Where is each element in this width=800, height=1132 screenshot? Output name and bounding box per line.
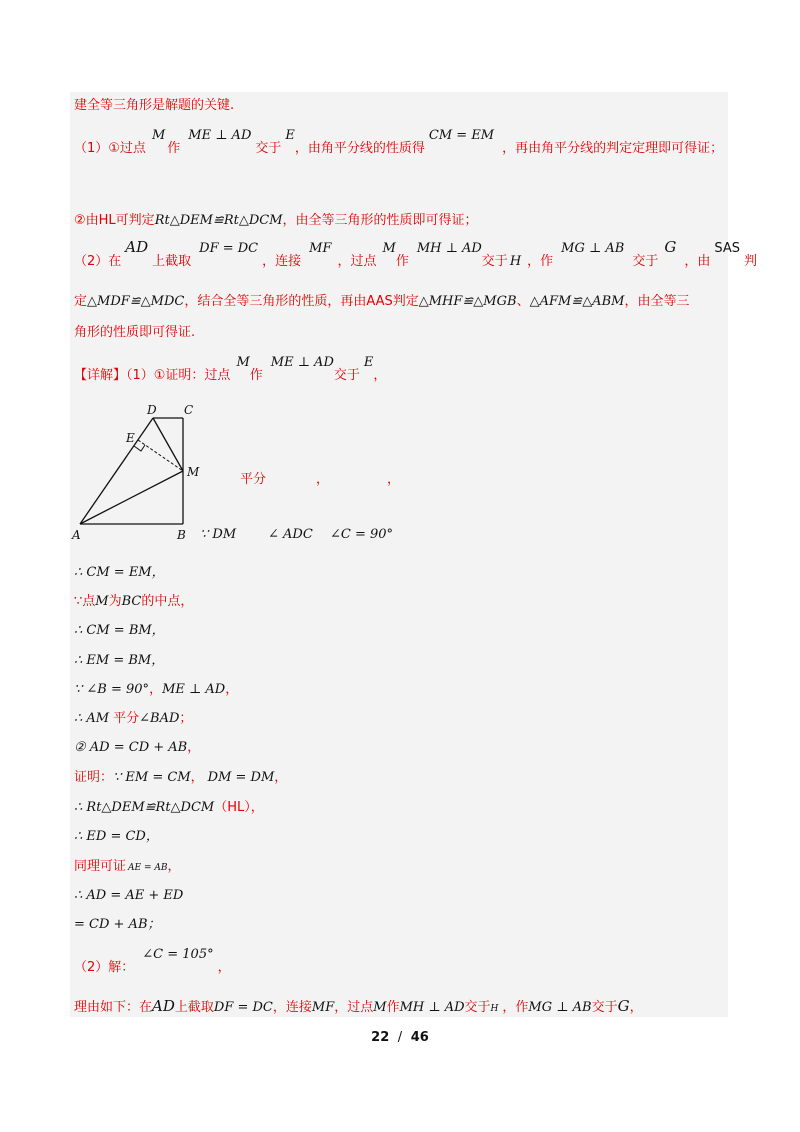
text-segment: 角形的性质即可得证.: [74, 325, 196, 340]
text-segment: ，作: [502, 1000, 529, 1015]
text-segment: ，: [387, 472, 401, 487]
math-var: M: [382, 241, 396, 256]
text-segment: 判: [743, 254, 757, 269]
math-expr: ME ⊥ AD: [162, 682, 226, 697]
text-segment: （HL），: [214, 800, 264, 815]
math-var: M: [95, 594, 109, 609]
math-var: G: [617, 997, 630, 1015]
math-expr: ∵ EM = CM: [113, 770, 191, 785]
math-expr: DF = DC: [213, 1000, 273, 1015]
math-expr: △MDF≌△MDC: [87, 294, 185, 309]
label-e: E: [126, 431, 135, 445]
text-line-17: [74, 770, 287, 786]
text-segment: 的中点，: [141, 594, 194, 609]
math-var: H: [490, 1004, 499, 1014]
text-segment: 为: [108, 594, 122, 609]
text-segment: 理由如下：在: [74, 1000, 153, 1015]
text-segment: 作: [395, 254, 409, 269]
math-expr: ∴ CM = EM，: [74, 565, 165, 580]
text-segment: 、: [516, 294, 530, 309]
math-var: AD: [152, 997, 175, 1015]
math-expr: MG ⊥ AB: [528, 1000, 592, 1015]
right-angle-mark: [134, 445, 145, 451]
geometry-figure: [70, 400, 200, 545]
math-expr: ∠ ADC: [268, 527, 313, 542]
math-expr: ∴ AD = AE + ED: [74, 888, 184, 903]
text-segment: （1）①过点: [74, 141, 146, 156]
math-expr: ∴ EM = BM，: [74, 653, 165, 668]
math-var: G: [664, 238, 677, 256]
text-segment: ，: [373, 368, 387, 383]
label-m: M: [187, 465, 200, 479]
text-line-15: [74, 711, 192, 727]
math-expr: CM = EM: [428, 128, 495, 143]
page-content-area: [70, 92, 728, 1017]
text-segment: 交于: [255, 141, 282, 156]
segment-am: [80, 471, 183, 524]
math-expr: △AFM≌△ABM: [529, 294, 625, 309]
text-segment: 交于: [632, 254, 659, 269]
math-var: E: [363, 355, 374, 370]
text-line-16: [74, 740, 200, 756]
math-expr: MH ⊥ AD: [416, 241, 482, 256]
text-segment: 交于: [333, 368, 360, 383]
text-segment: 定: [74, 294, 88, 309]
page-number: [0, 1030, 800, 1045]
math-expr: ∵ DM: [200, 527, 237, 542]
text-segment: ，作: [527, 254, 554, 269]
segment-em-dashed: [138, 440, 183, 471]
text-segment: ，: [217, 960, 231, 975]
text-segment: ，: [187, 740, 201, 755]
text-segment: 证明：: [74, 770, 114, 785]
math-var: M: [151, 128, 166, 143]
math-expr: ∴ ED = CD，: [74, 829, 159, 844]
math-expr: = CD + AB；: [74, 917, 161, 932]
text-segment: ∵点: [74, 594, 96, 609]
total-pages: 46: [410, 1030, 429, 1045]
text-line-11: [74, 594, 193, 610]
text-line-19: [74, 829, 159, 845]
text-segment: ，: [274, 770, 288, 785]
text-segment: 上截取: [174, 1000, 214, 1015]
text-segment: ，: [629, 1000, 643, 1015]
text-segment: ②由HL可判定: [74, 213, 155, 228]
text-line-23: [74, 947, 231, 976]
text-segment: ，由角平分线的性质得: [294, 141, 425, 156]
text-segment: ，连接: [262, 254, 302, 269]
text-segment: ，再由角平分线的判定定理即可得证；: [502, 141, 724, 156]
text-line-18: [74, 800, 264, 816]
text-segment: 交于: [481, 254, 508, 269]
text-segment: 作: [386, 1000, 400, 1015]
math-expr: ∴ Rt△DEM≌Rt△DCM: [74, 800, 215, 815]
text-segment: ，过点: [337, 254, 377, 269]
segment-dm: [153, 418, 183, 471]
math-expr: ∵ ∠B = 90°: [74, 682, 150, 697]
math-expr: ∠C = 105°: [142, 947, 214, 962]
text-segment: 作: [167, 141, 181, 156]
math-expr: ME ⊥ AD: [270, 355, 334, 370]
label-a: A: [72, 528, 81, 542]
text-segment: 【详解】（1）①证明：过点: [74, 368, 231, 383]
math-var: AD: [125, 238, 149, 256]
math-var: MF: [309, 241, 332, 256]
text-line-20: [74, 859, 180, 876]
math-var: BC: [121, 594, 142, 609]
math-var: M: [236, 355, 250, 370]
text-segment: ，由: [684, 254, 711, 269]
text-line-4: [74, 238, 757, 270]
math-expr: DF = DC: [199, 241, 259, 256]
math-expr: MG ⊥ AB: [561, 241, 625, 256]
text-line-1: [74, 98, 234, 114]
math-expr: Rt△DEM≌Rt△DCM: [154, 213, 283, 228]
text-line-6: [74, 325, 195, 341]
text-line-5: [74, 294, 689, 310]
label-c: C: [184, 403, 194, 417]
math-expr: MH ⊥ AD: [399, 1000, 465, 1015]
text-line-3: [74, 213, 478, 229]
text-segment: 平分: [240, 472, 267, 487]
text-segment: 建全等三角形是解题的关键.: [74, 98, 235, 113]
text-line-10: [74, 565, 165, 581]
math-expr: ② AD = CD + AB: [74, 740, 188, 755]
text-segment: 同理可证: [74, 859, 127, 874]
math-expr: ∠BAD: [139, 711, 180, 726]
text-segment: 交于: [591, 1000, 618, 1015]
text-segment: ，结合全等三角形的性质，再由AAS判定: [184, 294, 419, 309]
math-expr: ∠C = 90°: [330, 527, 394, 542]
text-segment: 平分: [113, 711, 140, 726]
math-var: MF: [311, 1000, 335, 1015]
math-expr: ME ⊥ AD: [188, 128, 252, 143]
text-line-24: [74, 998, 643, 1017]
math-expr: AE = AB: [128, 863, 168, 873]
math-expr: ∴ AM: [74, 711, 110, 726]
math-var: H: [509, 254, 522, 269]
text-segment: （2）在: [74, 254, 122, 269]
text-line-13: [74, 653, 164, 669]
text-segment: ；: [179, 711, 193, 726]
text-segment: 作: [249, 368, 263, 383]
text-segment: ，由全等三角形的性质即可得证；: [282, 213, 478, 228]
label-b: B: [177, 528, 186, 542]
page-separator: /: [397, 1030, 403, 1045]
math-expr: △MHF≌△MGB: [418, 294, 517, 309]
math-expr: ∴ CM = BM，: [74, 623, 165, 638]
math-expr: DM = DM: [207, 770, 275, 785]
segment-ad: [80, 418, 153, 524]
text-line-14: [74, 682, 238, 698]
math-var: M: [373, 1000, 387, 1015]
text-segment: ，过点: [334, 1000, 374, 1015]
text-line-7: [74, 355, 387, 384]
math-var: E: [285, 128, 295, 143]
text-segment: ，: [316, 472, 330, 487]
text-segment: ，: [149, 682, 163, 697]
text-segment: 交于: [464, 1000, 491, 1015]
current-page: 22: [371, 1030, 390, 1045]
text-segment: ，: [167, 859, 181, 874]
text-segment: （2）解：: [74, 960, 135, 975]
text-segment: ，: [225, 682, 239, 697]
text-segment: SAS: [714, 241, 740, 256]
text-segment: ，由全等三: [624, 294, 690, 309]
text-segment: ，: [190, 770, 204, 785]
text-line-22: [74, 917, 161, 933]
text-segment: 上截取: [152, 254, 192, 269]
label-d: D: [147, 403, 157, 417]
text-line-2: [74, 128, 724, 157]
text-line-21: [74, 888, 183, 904]
text-segment: ，连接: [272, 1000, 312, 1015]
text-line-12: [74, 623, 165, 639]
